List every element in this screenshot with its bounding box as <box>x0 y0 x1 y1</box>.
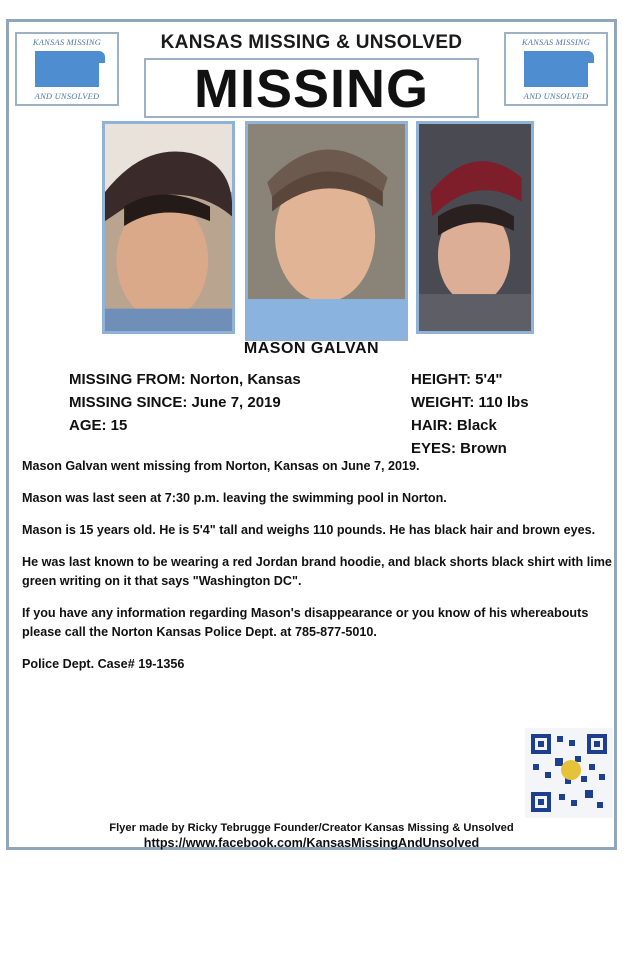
kansas-state-icon <box>35 51 99 87</box>
logo-bottom-text: AND UNSOLVED <box>523 91 589 101</box>
flyer-credit <box>9 821 614 851</box>
height: HEIGHT: 5'4" <box>411 371 503 388</box>
organization-title: KANSAS MISSING & UNSOLVED <box>160 32 463 53</box>
kansas-missing-logo-left <box>15 32 119 106</box>
credit-text: Flyer made by Ricky Tebrugge Founder/Creator Kansas Missing & Unsolved <box>109 822 514 834</box>
kansas-missing-logo-right <box>504 32 608 106</box>
missing-banner <box>144 58 479 118</box>
person-name: MASON GALVAN <box>243 340 380 357</box>
facts-left <box>69 368 301 437</box>
eyes: EYES: Brown <box>411 440 507 457</box>
photo-3 <box>416 121 534 334</box>
paragraph: Mason is 15 years old. He is 5'4" tall and weighs 110 pounds. He has black hair and brown eyes. <box>22 523 596 537</box>
paragraph: He was last known to be wearing a red Jordan brand hoodie, and black shorts black shirt with lime green writing on it that says "Washington DC". <box>22 555 612 588</box>
logo-top-text: KANSAS MISSING <box>521 37 591 47</box>
weight: WEIGHT: 110 lbs <box>411 394 529 411</box>
logo-bottom-text: AND UNSOLVED <box>34 91 100 101</box>
photo-1 <box>102 121 235 334</box>
missing-banner-text: MISSING <box>193 59 430 119</box>
qr-code-icon <box>525 728 613 818</box>
paragraph: Mason Galvan went missing from Norton, Kansas on June 7, 2019. <box>22 459 420 473</box>
paragraph: If you have any information regarding Mason's disappearance or you know of his whereabouts please call the Norton Kansas Police Dept. at 785-877-5010. <box>22 606 589 639</box>
missing-flyer <box>6 19 617 850</box>
kansas-state-icon <box>524 51 588 87</box>
facts-right <box>411 368 529 460</box>
paragraph: Mason was last seen at 7:30 p.m. leaving the swimming pool in Norton. <box>22 491 447 505</box>
hair: HAIR: Black <box>411 417 497 434</box>
case-number: Police Dept. Case# 19-1356 <box>22 657 185 671</box>
description <box>22 457 612 687</box>
age: AGE: 15 <box>69 417 128 434</box>
missing-from: MISSING FROM: Norton, Kansas <box>69 371 301 388</box>
logo-top-text: KANSAS MISSING <box>32 37 102 47</box>
photo-2 <box>245 121 408 341</box>
facebook-link[interactable]: https://www.facebook.com/KansasMissingAndUnsolved <box>143 836 480 850</box>
missing-since: MISSING SINCE: June 7, 2019 <box>69 394 281 411</box>
